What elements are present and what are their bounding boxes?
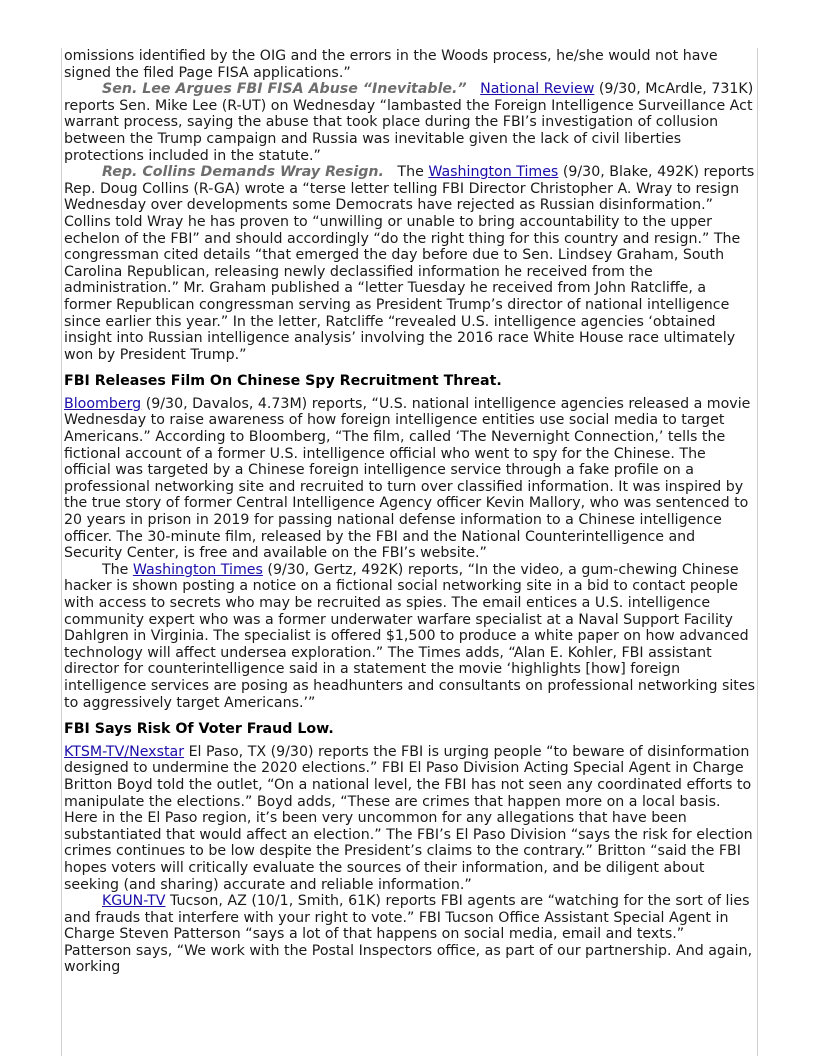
paragraph-text: El Paso, TX (9/30) reports the FBI is urging people “to beware of disinformation designed to undermine the 2020 elections.” FBI El Paso Division Acting Special Agent in Charge Britton Boyd told the outlet, “On a national level, the FBI has not seen any coordinated efforts to manipulate the elections.” Boyd adds, “These are crimes that happen more on a local basis. Here in the El Paso region, it’s been very uncommon for any allegations that have been substantiated that would affect an election.” The FBI’s El Paso Division “says the risk for election crimes continues to be low despite the President’s claims to the contrary.” Britton “said the FBI hopes voters will critically evaluate the sources of their information, and be diligent about seeking (and sharing) accurate and reliable information.” [64,743,753,893]
source-link-national-review[interactable]: National Review [480,81,595,98]
washington-times-paragraph [64,562,755,711]
source-link-ktsm[interactable]: KTSM-TV/Nexstar [64,743,185,760]
subheading-collins: Rep. Collins Demands Wray Resign. [102,164,384,181]
paragraph-pre: The [102,561,133,578]
source-link-bloomberg[interactable]: Bloomberg [64,395,142,412]
article-title-voter-fraud: FBI Says Risk Of Voter Fraud Low. [64,721,334,738]
continued-paragraph: omissions identified by the OIG and the errors in the Woods process, he/she would not have signed the filed Page FISA applications.” [64,48,718,81]
lee-fisa-paragraph [64,81,755,164]
collins-paragraph [64,164,755,363]
paragraph-text: (9/30, Blake, 492K) reports Rep. Doug Collins (R-GA) wrote a “terse letter telling FBI Director Christopher A. Wray to resign Wednesday over developments some Democrats have rejected as Russian disinformation.” Collins told Wray he has proven to “unwilling or unable to bring accountability to the upper echelon of the FBI” and should accordingly “do the right thing for this country and resign.” The congressman cited details “that emerged the day before due to Sen. Lindsey Graham, South Carolina Republican, releasing newly declassified information he received from the administration.” Mr. Graham published a “letter Tuesday he received from John Ratcliffe, a former Republican congressman serving as President Trump’s director of national intelligence since earlier this year.” In the letter, Ratcliffe “revealed U.S. intelligence agencies ‘obtained insight into Russian intelligence analysis’ involving the 2016 race White House race ultimately won by President Trump.” [64,164,755,363]
bloomberg-paragraph [64,396,755,562]
paragraph-text: Tucson, AZ (10/1, Smith, 61K) reports FBI agents are “watching for the sort of lies and frauds that interfere with your right to vote.” FBI Tucson Office Assistant Special Agent in Charge Steven Patterson “says a lot of that happens on social media, email and texts.” Patterson says, “We work with the Postal Inspectors office, as part of our partnership. And again, working [64,893,753,976]
source-link-kgun[interactable]: KGUN-TV [102,893,166,910]
document-content [64,48,755,976]
paragraph-pre: The [397,164,429,181]
paragraph-text: (9/30, Davalos, 4.73M) reports, “U.S. national intelligence agencies released a movie Wednesday to raise awareness of how foreign intelligence entities use social media to target Americans.” According to Bloomberg, “The film, called ‘The Nevernight Connection,’ tells the fictional account of a former U.S. intelligence official who went to spy for the Chinese. The official was targeted by a Chinese foreign intelligence service through a fake profile on a professional networking site and recruited to turn over classified information. It was inspired by the true story of former Central Intelligence Agency officer Kevin Mallory, who was sentenced to 20 years in prison in 2019 for passing national defense information to a Chinese intelligence officer. The 30-minute film, released by the FBI and the National Counterintelligence and Security Center, is free and available on the FBI’s website.” [64,395,751,562]
ktsm-paragraph [64,744,755,893]
source-link-washington-times-2[interactable]: Washington Times [132,561,263,578]
paragraph-text: (9/30, McArdle, 731K) reports Sen. Mike Lee (R-UT) on Wednesday “lambasted the Foreign Intelligence Surveillance Act warrant process, saying the abuse that took place during the FBI’s investigation of collusion between the Trump campaign and Russia was inevitable given the lack of civil liberties protections included in the statute.” [64,81,754,164]
subheading-lee: Sen. Lee Argues FBI FISA Abuse “Inevitable.” [102,81,467,98]
article-title-spy-film: FBI Releases Film On Chinese Spy Recruitment Threat. [64,373,502,390]
document-page [61,48,758,1056]
source-link-washington-times[interactable]: Washington Times [428,164,559,181]
kgun-paragraph [64,893,755,976]
paragraph-text: (9/30, Gertz, 492K) reports, “In the video, a gum-chewing Chinese hacker is shown posting a notice on a fictional social networking site in a bid to contact people with access to secrets who may be recruited as spies. The email entices a U.S. intelligence community expert who was a former underwater warfare specialist at a Naval Support Facility Dahlgren in Virginia. The specialist is offered $1,500 to produce a white paper on how advanced technology will affect undersea exploration.” The Times adds, “Alan E. Kohler, FBI assistant director for counterintelligence said in a statement the movie ‘highlights [how] foreign intelligence services are posing as headhunters and consultants on professional networking sites to aggressively target Americans.’” [64,561,755,711]
